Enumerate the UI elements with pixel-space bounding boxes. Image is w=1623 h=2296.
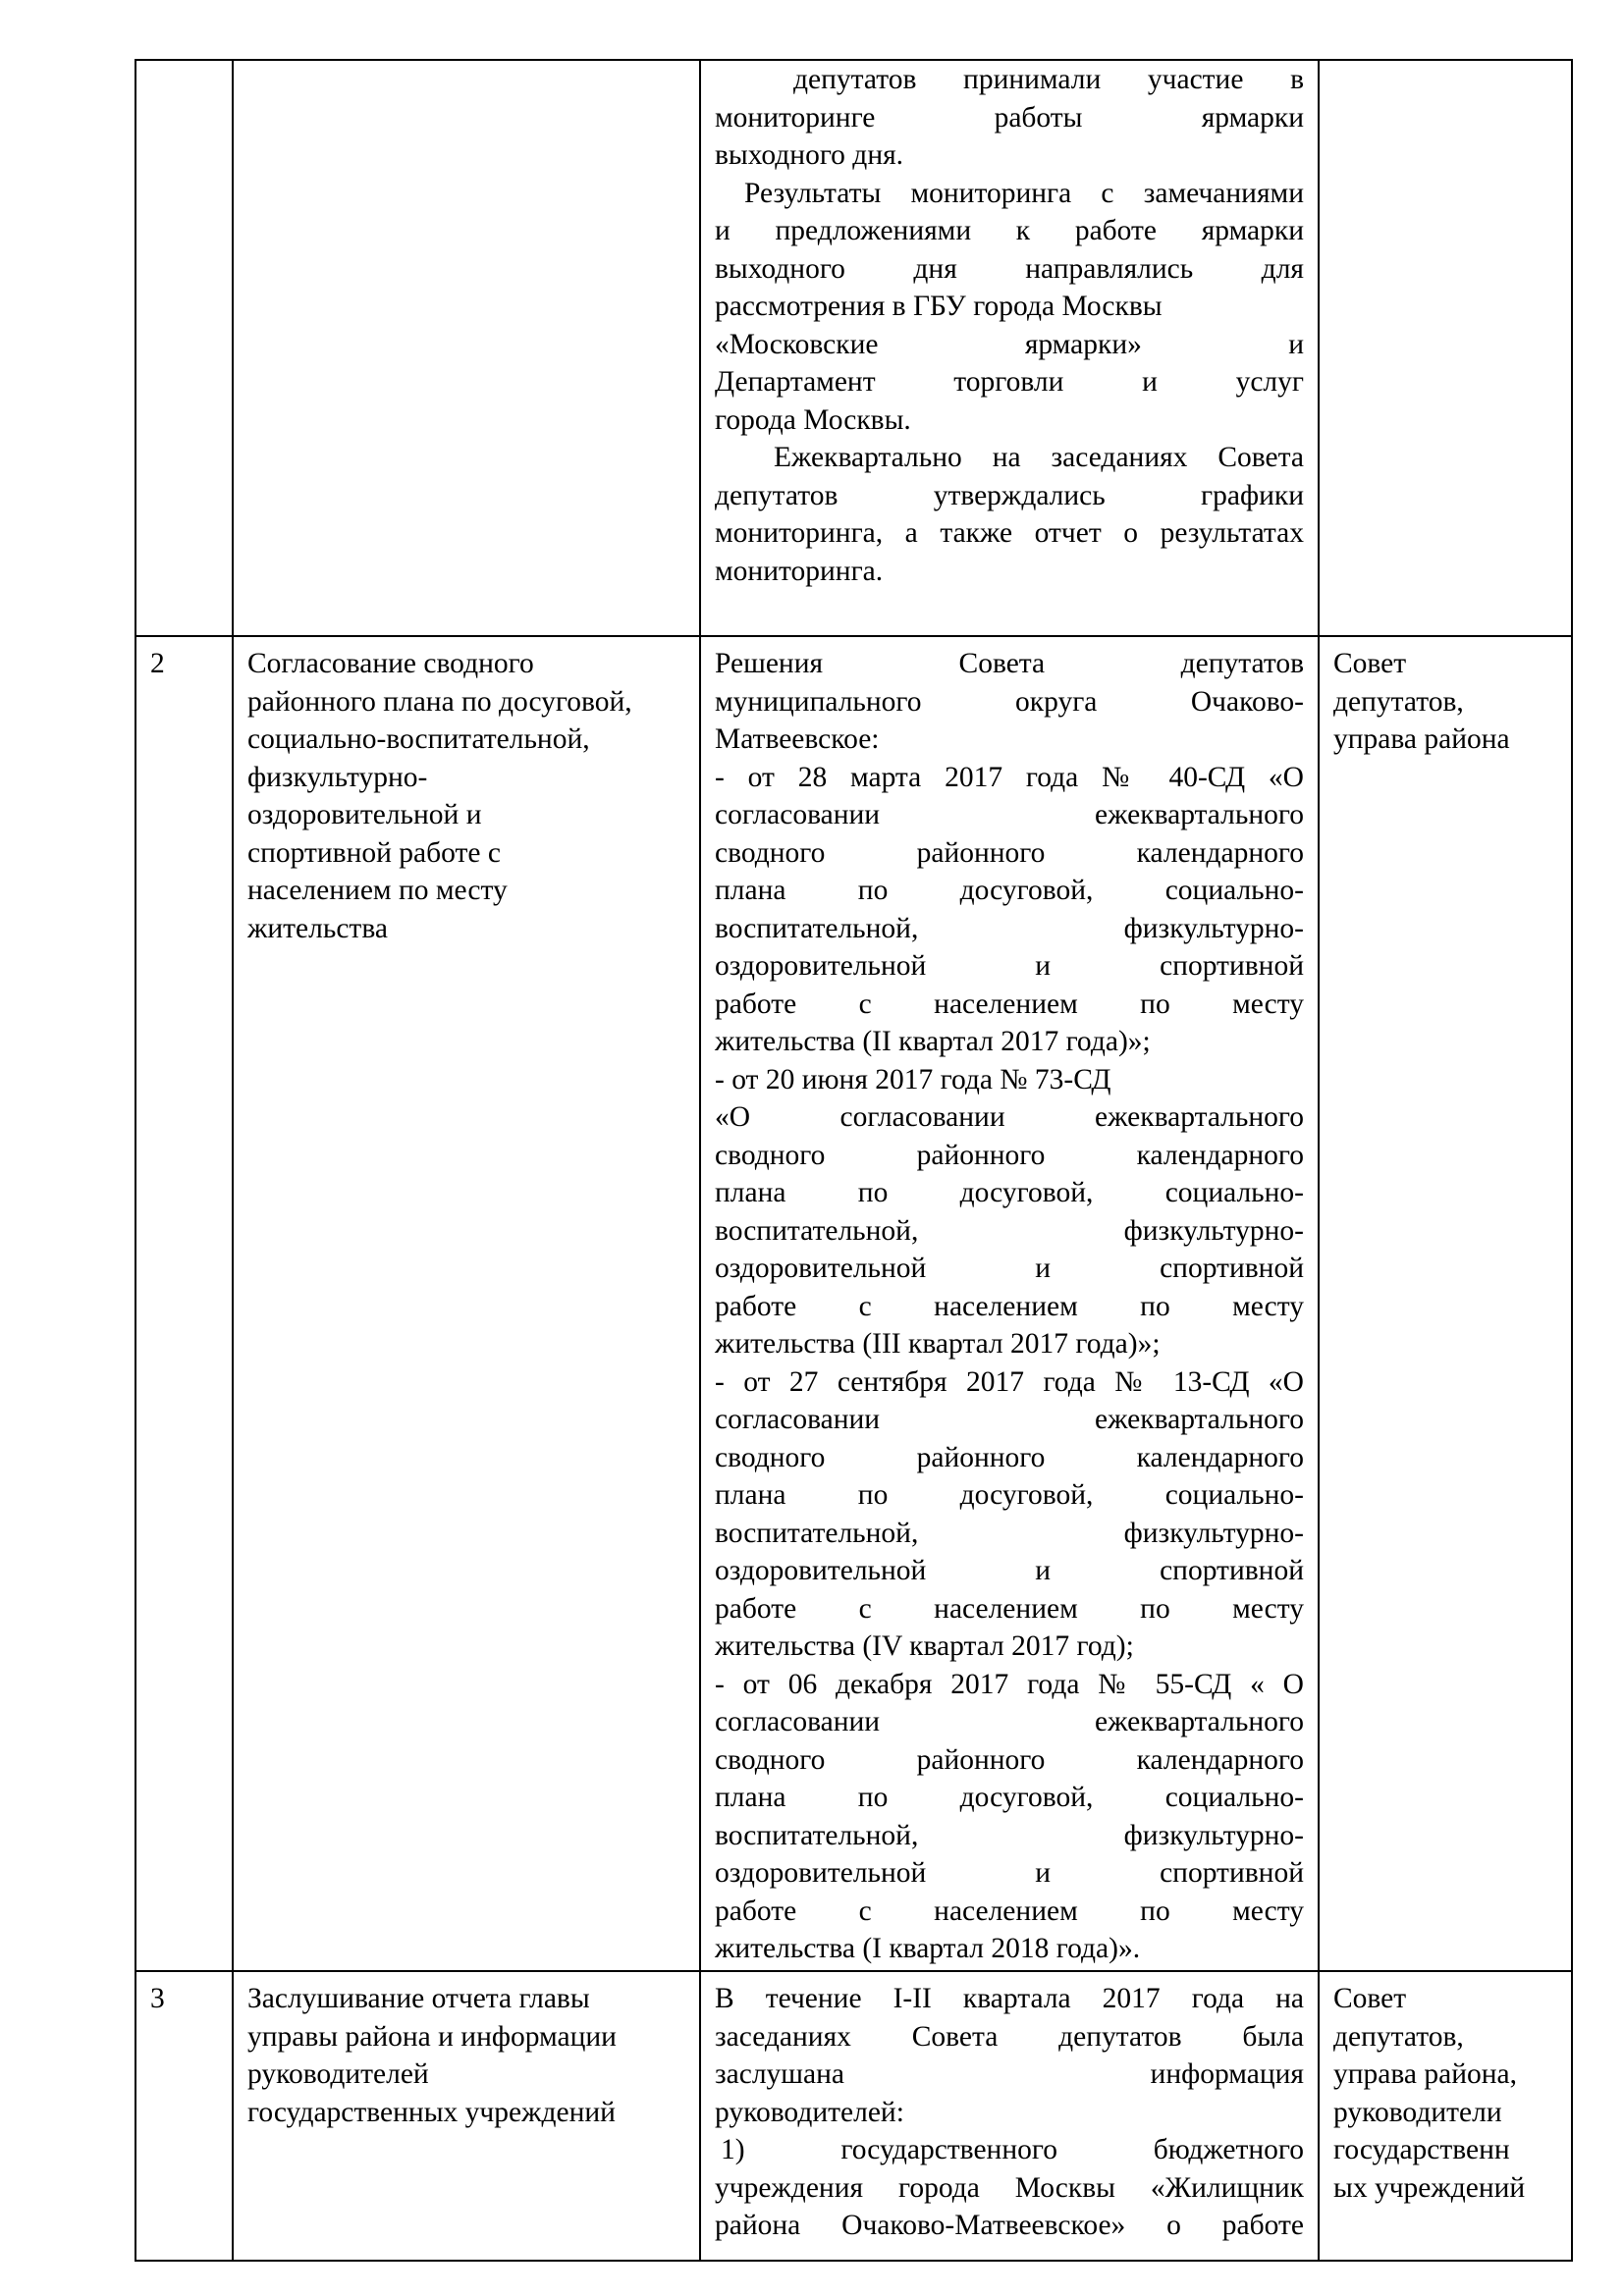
result-cell bbox=[700, 60, 1319, 636]
result-paragraph: Ежеквартально на заседаниях Совета депутатов утверждались графики мониторинга, а также отчет о результатах мониторинга. bbox=[715, 442, 1304, 587]
table-row bbox=[135, 636, 1572, 1971]
responsible-cell bbox=[1319, 1971, 1572, 2261]
event-text: Согласование сводного районного плана по досуговой, социально-воспитательной, физкультурно- оздоровительной и спортивной работе с населением по месту жительства bbox=[247, 648, 632, 944]
row-number-cell bbox=[135, 636, 233, 1971]
event-cell bbox=[233, 60, 700, 636]
result-paragraph: Решения Совета депутатов муниципального округа Очаково- Матвеевское: bbox=[715, 648, 1304, 755]
responsible-text: Совет депутатов, управа района, руководители государственн ых учреждений bbox=[1333, 1983, 1526, 2204]
row-number: 3 bbox=[150, 1983, 165, 2014]
row-number-cell bbox=[135, 1971, 233, 2261]
event-cell bbox=[233, 1971, 700, 2261]
result-paragraph: депутатов принимали участие в мониторинге работы ярмарки выходного дня. bbox=[715, 64, 1304, 171]
decision-item: - от 28 марта 2017 года № 40-СД «О согласовании ежеквартального сводного районного календарного плана по досуговой, социально- воспитательной, физкультурно- оздоровительной и спортивной работе с населением по месту жительства (II квартал 2017 года)»; bbox=[715, 761, 1304, 1057]
table-row bbox=[135, 1971, 1572, 2261]
event-cell bbox=[233, 636, 700, 1971]
row-number: 2 bbox=[150, 648, 165, 679]
table-row bbox=[135, 60, 1572, 636]
responsible-cell bbox=[1319, 636, 1572, 1971]
report-table bbox=[135, 59, 1573, 2262]
result-paragraph: В течение I-II квартала 2017 года на заседаниях Совета депутатов была заслушана информация руководителей: bbox=[715, 1983, 1304, 2128]
decision-item: - от 06 декабря 2017 года № 55-СД « О согласовании ежеквартального сводного районного календарного плана по досуговой, социально- воспитательной, физкультурно- оздоровительной и спортивной работе с населением по месту жительства (I квартал 2018 года)». bbox=[715, 1668, 1304, 1964]
responsible-text: Совет депутатов, управа района bbox=[1333, 648, 1510, 755]
result-cell bbox=[700, 1971, 1319, 2261]
decision-item: - от 27 сентября 2017 года № 13-СД «О согласовании ежеквартального сводного районного календарного плана по досуговой, социально- воспитательной, физкультурно- оздоровительной и спортивной работе с населением по месту жительства (IV квартал 2017 год); bbox=[715, 1365, 1304, 1662]
decision-item: - от 20 июня 2017 года № 73-СД «О согласовании ежеквартального сводного районного календарного плана по досуговой, социально- воспитательной, физкультурно- оздоровительной и спортивной работе с населением по месту жительства (III квартал 2017 года)»; bbox=[715, 1063, 1304, 1360]
event-text: Заслушивание отчета главы управы района и информации руководителей государственных учреждений bbox=[247, 1983, 617, 2128]
document-sheet bbox=[135, 59, 1571, 2244]
result-cell bbox=[700, 636, 1319, 1971]
row-number-cell bbox=[135, 60, 233, 636]
result-paragraph: Результаты мониторинга с замечаниями и предложениями к работе ярмарки выходного дня направлялись для рассмотрения в ГБУ города Москвы «Московские ярмарки» и Департамент торговли и услуг города Москвы. bbox=[715, 177, 1304, 436]
responsible-cell bbox=[1319, 60, 1572, 636]
result-paragraph: 1) государственного бюджетного учреждения города Москвы «Жилищник района Очаково-Матвеевское» о работе bbox=[715, 2134, 1304, 2241]
